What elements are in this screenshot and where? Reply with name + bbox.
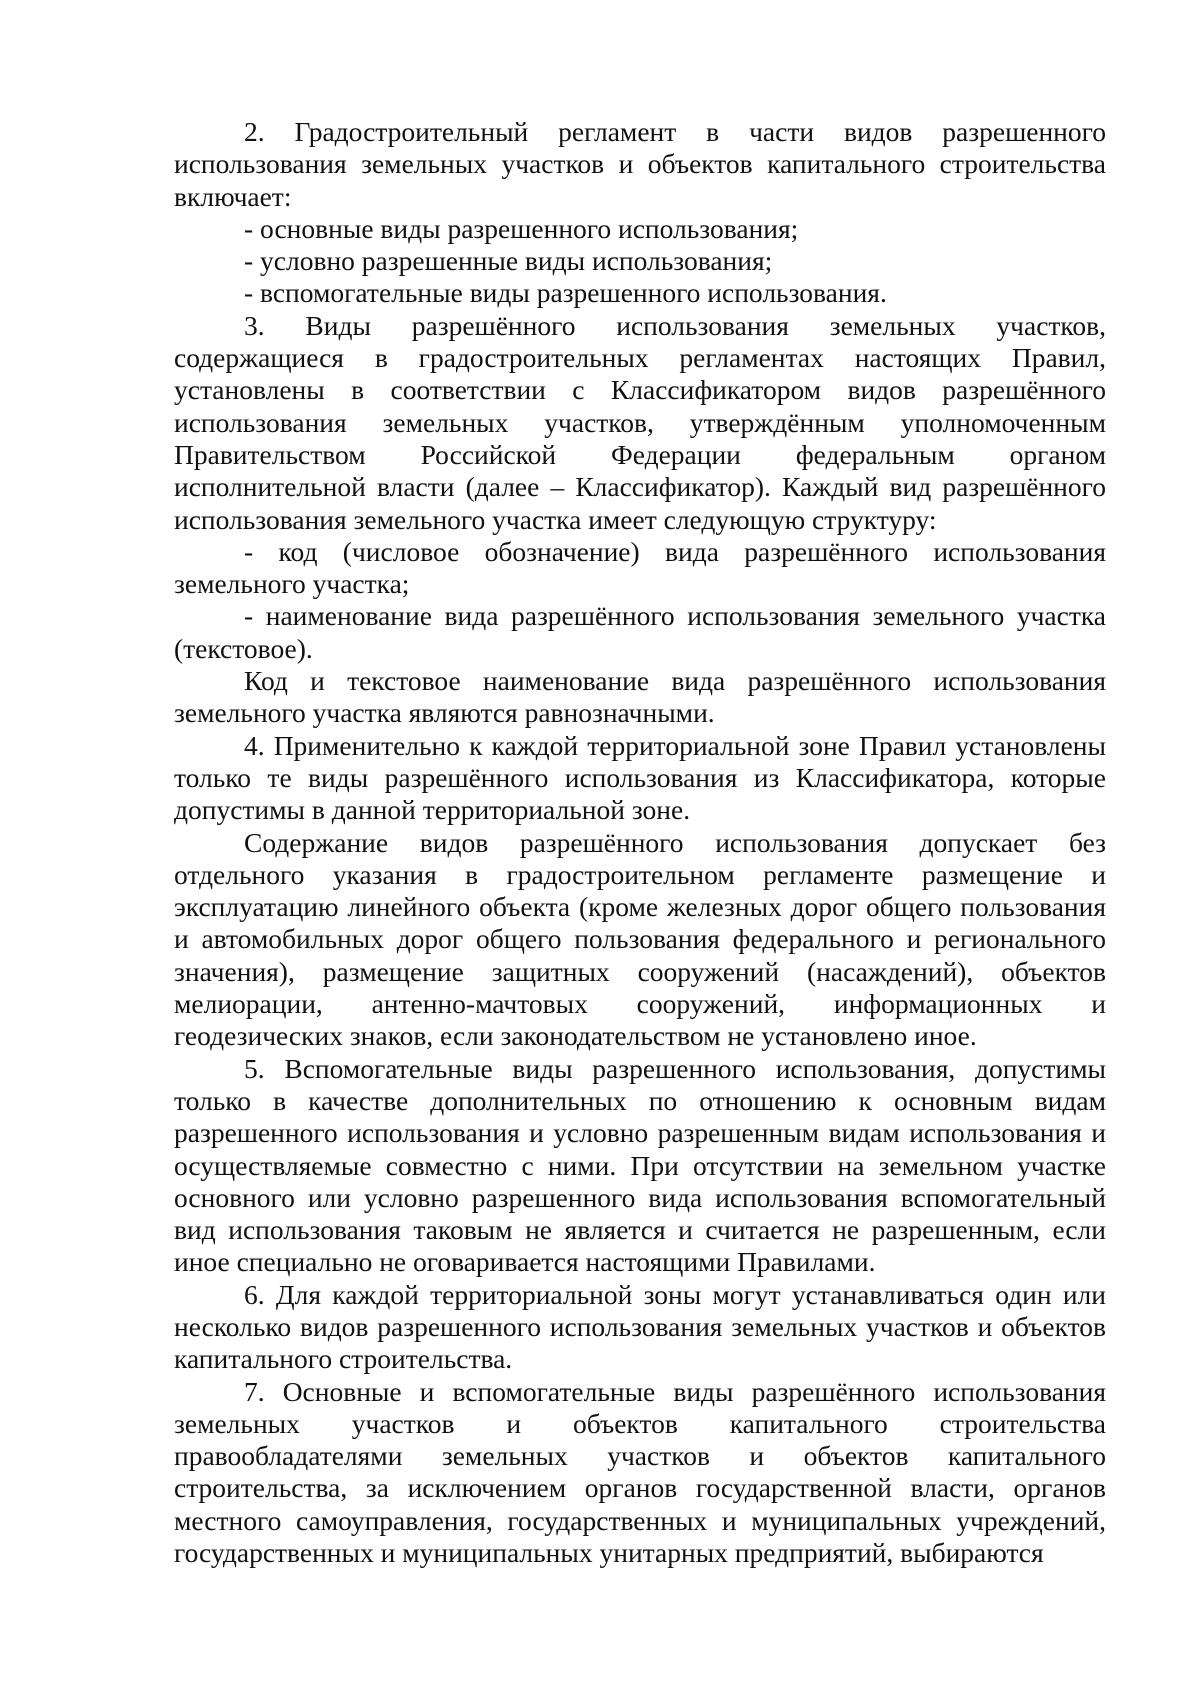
list-item-auxiliary-uses: - вспомогательные виды разрешенного использования. bbox=[244, 277, 887, 309]
list-item-code: - код (числовое обозначение) вида разрешённого использования земельного участка; bbox=[174, 535, 1106, 600]
paragraph-7: 7. Основные и вспомогательные виды разрешённого использования земельных участков и объектов капитального строительства правообладателями земельных участков и объектов капитального строительства, за исключением органов государственной власти, органов местного самоуправления, государственных и муниципальных учреждений, государственных и муниципальных унитарных предприятий, выбираются bbox=[174, 1375, 1106, 1569]
paragraph-3: 3. Виды разрешённого использования земельных участков, содержащиеся в градостроительных регламентах настоящих Правил, установлены в соответствии с Классификатором видов разрешённого использования земельных участков, утверждённым уполномоченным Правительством Российской Федерации федеральным органом исполнительной власти (далее – Классификатор). Каждый вид разрешённого использования земельного участка имеет следующую структуру: bbox=[174, 309, 1106, 535]
paragraph-content: Содержание видов разрешённого использования допускает без отдельного указания в градостроительном регламенте размещение и эксплуатацию линейного объекта (кроме железных дорог общего пользования и автомобильных дорог общего пользования федерального и регионального значения), размещение защитных сооружений (насаждений), объектов мелиорации, антенно-мачтовых сооружений, информационных и геодезических знаков, если законодательством не установлено иное. bbox=[174, 826, 1106, 1052]
paragraph-2: 2. Градостроительный регламент в части видов разрешенного использования земельных участков и объектов капитального строительства включает: bbox=[174, 116, 1106, 212]
list-item-name: - наименование вида разрешённого использования земельного участка (текстовое). bbox=[174, 600, 1106, 664]
list-item-main-uses: - основные виды разрешенного использования; bbox=[244, 212, 799, 244]
paragraph-4: 4. Применительно к каждой территориальной зоне Правил установлены только те виды разрешённого использования из Классификатора, которые допустимы в данной территориальной зоне. bbox=[174, 729, 1106, 826]
paragraph-6: 6. Для каждой территориальной зоны могут устанавливаться один или несколько видов разрешенного использования земельных участков и объектов капитального строительства. bbox=[174, 1278, 1106, 1375]
paragraph-equivalence: Код и текстовое наименование вида разрешённого использования земельного участка являются равнозначными. bbox=[174, 665, 1106, 729]
list-item-conditional-uses: - условно разрешенные виды использования; bbox=[244, 245, 773, 277]
document-page bbox=[174, 116, 1106, 1569]
paragraph-5: 5. Вспомогательные виды разрешенного использования, допустимы только в качестве дополнительных по отношению к основным видам разрешенного использования и условно разрешенным видам использования и осуществляемые совместно с ними. При отсутствии на земельном участке основного или условно разрешенного вида использования вспомогательный вид использования таковым не является и считается не разрешенным, если иное специально не оговаривается настоящими Правилами. bbox=[174, 1052, 1106, 1278]
